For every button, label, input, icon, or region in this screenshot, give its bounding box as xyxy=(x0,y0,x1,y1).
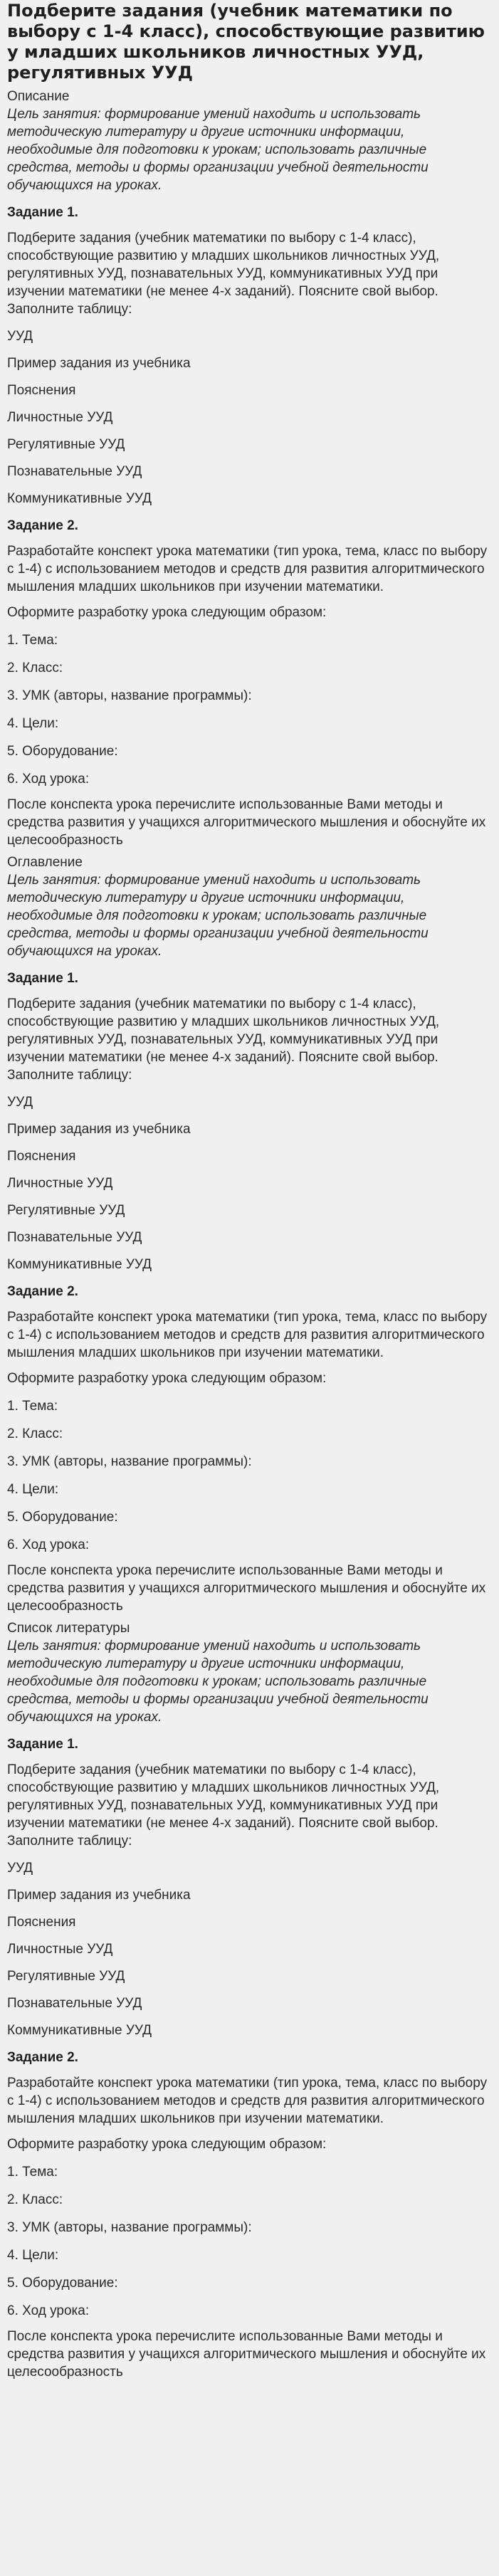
table-line: УУД xyxy=(7,1861,33,1876)
format-item: 6. Ход урока: xyxy=(7,2303,90,2318)
format-intro: Оформите разработку урока следующим образом: xyxy=(7,1371,327,1386)
table-line: Личностные УУД xyxy=(7,1942,113,1957)
lesson-goal: Цель занятия: формирование умений находить и использовать методическую литературу и другие источники информации, необходимые для подготовки к урокам; использовать различные средства, методы и формы организации учебной деятельности обучающихся на уроках. xyxy=(7,873,429,959)
table-line: Пояснения xyxy=(7,1149,76,1164)
format-item: 1. Тема: xyxy=(7,1399,58,1414)
section-bibliography xyxy=(7,1619,492,2381)
format-item: 5. Оборудование: xyxy=(7,744,118,759)
closing-text: После конспекта урока перечислите использованные Вами методы и средства развития у учащихся алгоритмического мышления и обоснуйте их целесообразность xyxy=(7,1563,486,1614)
format-item: 4. Цели: xyxy=(7,2248,59,2263)
task-1-heading: Задание 1. xyxy=(7,971,78,986)
lesson-goal: Цель занятия: формирование умений находить и использовать методическую литературу и другие источники информации, необходимые для подготовки к урокам; использовать различные средства, методы и формы организации учебной деятельности обучающихся на уроках. xyxy=(7,107,429,193)
table-line: Коммуникативные УУД xyxy=(7,491,152,506)
table-line: Регулятивные УУД xyxy=(7,1203,125,1218)
task-2-text: Разработайте конспект урока математики (тип урока, тема, класс по выбору с 1-4) с использованием методов и средств для развития алгоритмического мышления младших школьников при изучении математики. xyxy=(7,1310,488,1360)
task-2-text: Разработайте конспект урока математики (тип урока, тема, класс по выбору с 1-4) с использованием методов и средств для развития алгоритмического мышления младших школьников при изучении математики. xyxy=(7,544,488,594)
format-item: 3. УМК (авторы, название программы): xyxy=(7,688,252,703)
format-item: 3. УМК (авторы, название программы): xyxy=(7,2220,252,2235)
format-item: 6. Ход урока: xyxy=(7,1537,90,1552)
format-item: 4. Цели: xyxy=(7,1482,59,1497)
table-line: Пояснения xyxy=(7,383,76,398)
table-line: Коммуникативные УУД xyxy=(7,1257,152,1272)
task-2-heading: Задание 2. xyxy=(7,2050,78,2065)
task-1-text: Подберите задания (учебник математики по выбору с 1-4 класс), способствующие развитию у младших школьников личностных УУД, регулятивных УУД, познавательных УУД, коммуникативных УУД при изучении математики (не менее 4-х заданий). Поясните свой выбор. Заполните таблицу: xyxy=(7,1762,440,1849)
table-line: УУД xyxy=(7,1095,33,1110)
table-line: Познавательные УУД xyxy=(7,1996,142,2011)
format-item: 5. Оборудование: xyxy=(7,1510,118,1525)
task-1-text: Подберите задания (учебник математики по выбору с 1-4 класс), способствующие развитию у младших школьников личностных УУД, регулятивных УУД, познавательных УУД, коммуникативных УУД при изучении математики (не менее 4-х заданий). Поясните свой выбор. Заполните таблицу: xyxy=(7,231,440,317)
task-2-text: Разработайте конспект урока математики (тип урока, тема, класс по выбору с 1-4) с использованием методов и средств для развития алгоритмического мышления младших школьников при изучении математики. xyxy=(7,2076,488,2126)
task-1-heading: Задание 1. xyxy=(7,1737,78,1752)
format-item: 5. Оборудование: xyxy=(7,2276,118,2291)
table-line: УУД xyxy=(7,329,33,344)
format-item: 2. Класс: xyxy=(7,1426,63,1441)
table-line: Регулятивные УУД xyxy=(7,1969,125,1984)
page-title: Подберите задания (учебник математики по выбору с 1-4 класс), способствующие развитию у младших школьников личностных УУД, регулятивных УУД xyxy=(7,1,485,83)
table-line: Личностные УУД xyxy=(7,1176,113,1191)
task-2-heading: Задание 2. xyxy=(7,518,78,533)
section-label: Оглавление xyxy=(7,855,83,870)
table-line: Пояснения xyxy=(7,1915,76,1930)
task-2-heading: Задание 2. xyxy=(7,1284,78,1299)
closing-text: После конспекта урока перечислите использованные Вами методы и средства развития у учащихся алгоритмического мышления и обоснуйте их целесообразность xyxy=(7,2329,486,2380)
section-description xyxy=(7,88,492,849)
format-item: 2. Класс: xyxy=(7,661,63,675)
format-item: 6. Ход урока: xyxy=(7,772,90,787)
closing-text: После конспекта урока перечислите использованные Вами методы и средства развития у учащихся алгоритмического мышления и обоснуйте их целесообразность xyxy=(7,797,486,848)
table-line: Личностные УУД xyxy=(7,410,113,425)
section-label: Список литературы xyxy=(7,1621,130,1636)
table-line: Коммуникативные УУД xyxy=(7,2023,152,2038)
table-line: Познавательные УУД xyxy=(7,1230,142,1245)
format-item: 2. Класс: xyxy=(7,2192,63,2207)
format-item: 1. Тема: xyxy=(7,633,58,648)
format-item: 3. УМК (авторы, название программы): xyxy=(7,1454,252,1469)
task-1-heading: Задание 1. xyxy=(7,205,78,220)
table-line: Пример задания из учебника xyxy=(7,1888,191,1903)
format-item: 1. Тема: xyxy=(7,2165,58,2180)
section-contents xyxy=(7,853,492,1615)
task-1-text: Подберите задания (учебник математики по выбору с 1-4 класс), способствующие развитию у младших школьников личностных УУД, регулятивных УУД, познавательных УУД, коммуникативных УУД при изучении математики (не менее 4-х заданий). Поясните свой выбор. Заполните таблицу: xyxy=(7,997,440,1083)
format-intro: Оформите разработку урока следующим образом: xyxy=(7,2137,327,2152)
format-intro: Оформите разработку урока следующим образом: xyxy=(7,605,327,620)
lesson-goal: Цель занятия: формирование умений находить и использовать методическую литературу и другие источники информации, необходимые для подготовки к урокам; использовать различные средства, методы и формы организации учебной деятельности обучающихся на уроках. xyxy=(7,1639,429,1725)
section-label: Описание xyxy=(7,89,70,104)
table-line: Пример задания из учебника xyxy=(7,356,191,371)
format-item: 4. Цели: xyxy=(7,716,59,731)
table-line: Познавательные УУД xyxy=(7,464,142,479)
table-line: Регулятивные УУД xyxy=(7,437,125,452)
table-line: Пример задания из учебника xyxy=(7,1122,191,1137)
